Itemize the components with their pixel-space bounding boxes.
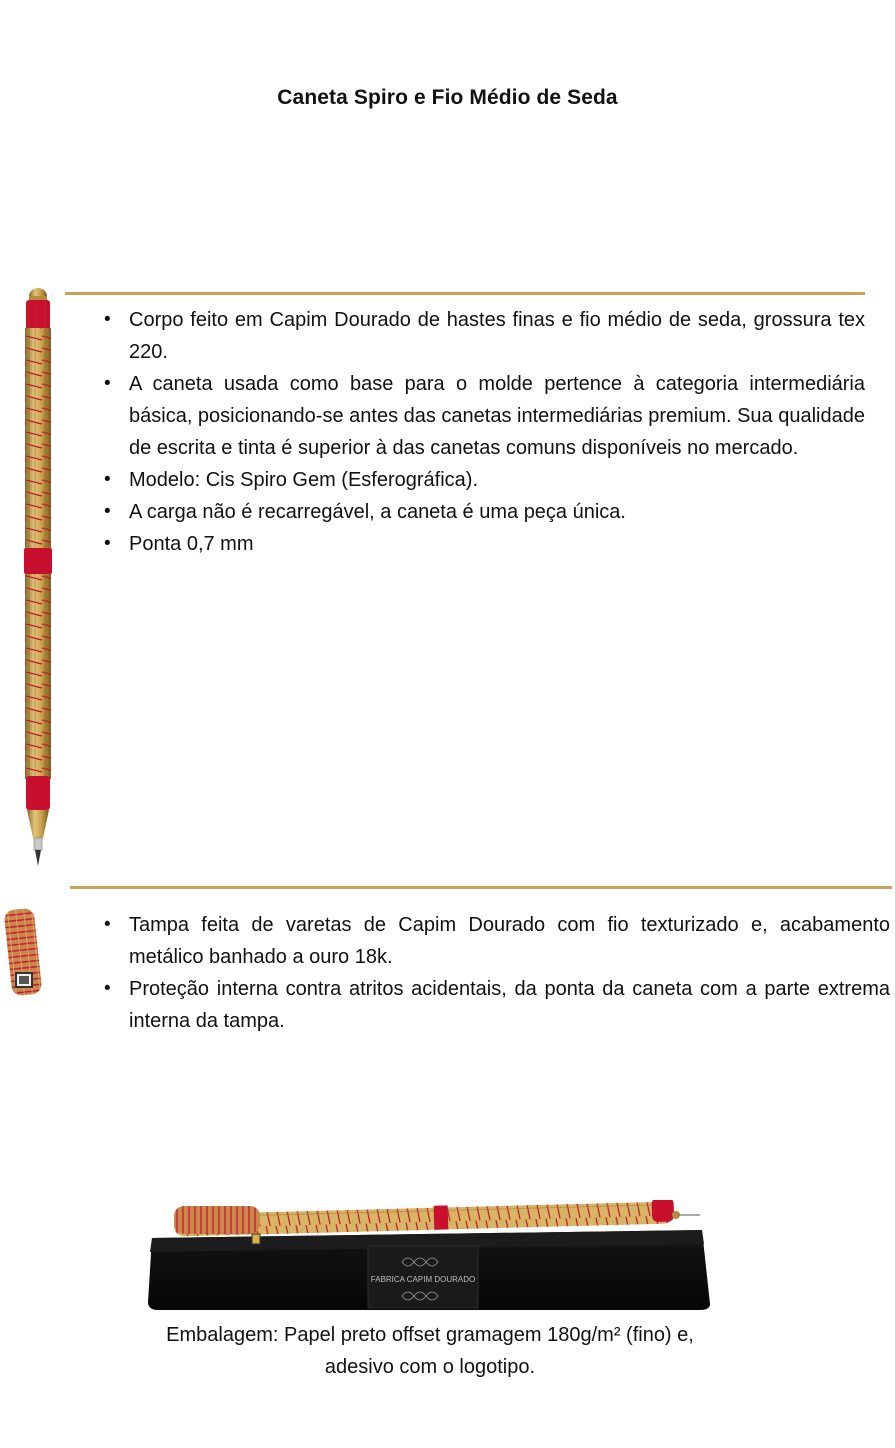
cap-feature-list bbox=[100, 909, 890, 1037]
list-item: • Proteção interna contra atritos acidentais, da ponta da caneta com a parte extrema interna da tampa. bbox=[100, 973, 890, 1037]
section-divider-pen bbox=[65, 292, 865, 295]
list-item: • Ponta 0,7 mm bbox=[100, 528, 865, 560]
cap-image bbox=[0, 905, 46, 1001]
list-item: • Corpo feito em Capim Dourado de hastes finas e fio médio de seda, grossura tex 220. bbox=[100, 304, 865, 368]
packaging-caption bbox=[100, 1319, 760, 1383]
caption-line: adesivo com o logotipo. bbox=[324, 1356, 536, 1378]
list-item: • Modelo: Cis Spiro Gem (Esferográfica). bbox=[100, 464, 865, 496]
caption-line: Embalagem: Papel preto offset gramagem 180g/m² (fino) e, bbox=[166, 1324, 694, 1346]
logo-text: FABRICA CAPIM DOURADO bbox=[370, 1275, 476, 1284]
page-title: Caneta Spiro e Fio Médio de Seda bbox=[277, 86, 618, 109]
section-divider-cap bbox=[70, 886, 892, 889]
pen-feature-list bbox=[100, 304, 865, 560]
list-item: • Tampa feita de varetas de Capim Dourado com fio texturizado e, acabamento metálico banhado a ouro 18k. bbox=[100, 909, 890, 973]
packaging-image bbox=[144, 1200, 714, 1320]
list-item: • A caneta usada como base para o molde pertence à categoria intermediária básica, posicionando-se antes das canetas intermediárias premium. Sua qualidade de escrita e tinta é superior à das canetas comuns disponíveis no mercado. bbox=[100, 368, 865, 464]
list-item: • A carga não é recarregável, a caneta é uma peça única. bbox=[100, 496, 865, 528]
pen-image bbox=[10, 286, 66, 872]
